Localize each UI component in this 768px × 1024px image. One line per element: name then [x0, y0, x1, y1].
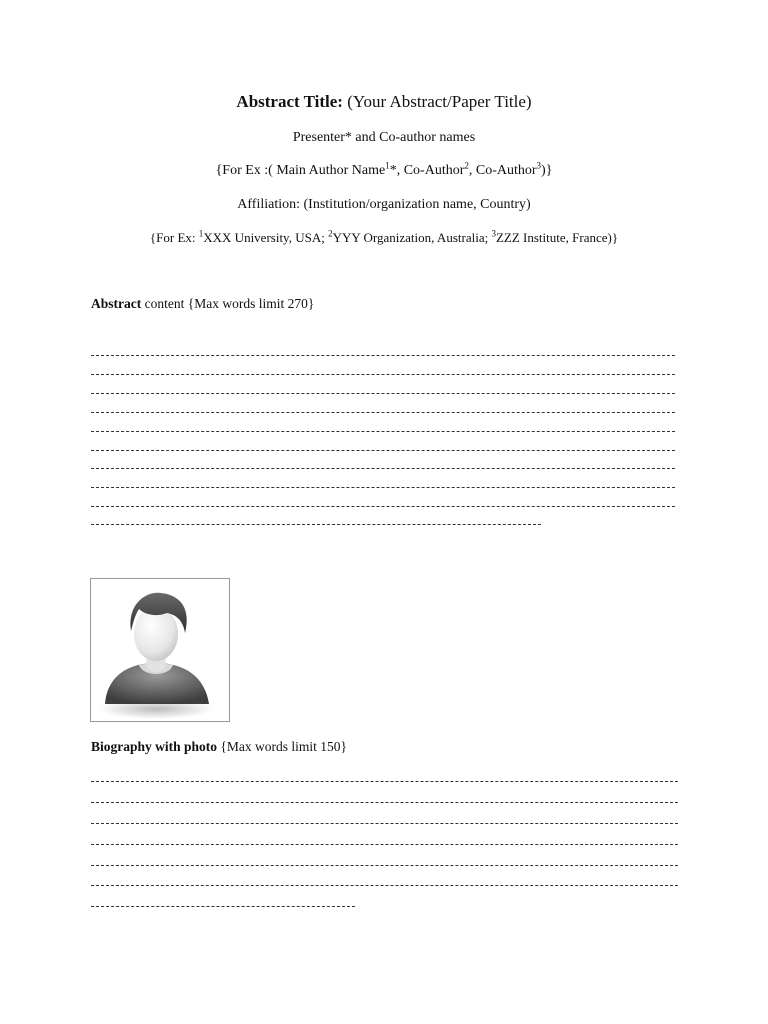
abstract-label-rest: content {Max words limit 270} — [141, 296, 315, 311]
biography-label-bold: Biography with photo — [91, 739, 218, 754]
abstract-writing-line[interactable] — [91, 431, 675, 432]
affiliation-line: Affiliation: (Institution/organization name, Country) — [237, 197, 531, 212]
affiliation-example-sup-3: 3 — [491, 228, 496, 239]
presenter-line: Presenter* and Co-author names — [292, 130, 476, 145]
biography-photo[interactable] — [90, 578, 230, 722]
affiliation-example-text-3: ZZZ Institute, France)} — [495, 230, 619, 245]
biography-label-rest: {Max words limit 150} — [217, 739, 347, 754]
biography-writing-line[interactable] — [91, 781, 678, 782]
author-example-suffix: )} — [541, 163, 553, 178]
affiliation-example-line — [0, 230, 768, 246]
affiliation-example-prefix: {For Ex: — [149, 230, 199, 245]
biography-writing-line[interactable] — [91, 802, 678, 803]
abstract-writing-line[interactable] — [91, 412, 675, 413]
abstract-writing-line[interactable] — [91, 355, 675, 356]
abstract-title-placeholder: (Your Abstract/Paper Title) — [347, 92, 532, 111]
biography-writing-line[interactable] — [91, 823, 678, 824]
affiliation-example-text-2: YYY Organization, Australia; — [332, 230, 492, 245]
abstract-title — [0, 92, 768, 112]
author-example-sup-1: 1 — [385, 160, 390, 171]
abstract-writing-line[interactable] — [91, 393, 675, 394]
abstract-writing-line[interactable] — [91, 468, 675, 469]
abstract-writing-line[interactable] — [91, 450, 675, 451]
biography-writing-line[interactable] — [91, 906, 355, 907]
affiliation-example-sup-1: 1 — [198, 228, 204, 239]
author-example-sup-3: 3 — [536, 160, 542, 171]
abstract-title-label: Abstract Title: — [236, 92, 343, 111]
abstract-content-label — [91, 296, 314, 312]
abstract-writing-line[interactable] — [91, 506, 675, 507]
biography-writing-line[interactable] — [91, 885, 678, 886]
biography-label — [91, 739, 347, 755]
abstract-label-bold: Abstract — [91, 296, 142, 311]
abstract-writing-line[interactable] — [91, 487, 675, 488]
author-example-prefix: {For Ex :( Main Author Name — [215, 163, 386, 178]
affiliation-example-sup-2: 2 — [328, 228, 333, 239]
abstract-writing-line[interactable] — [91, 374, 675, 375]
author-example-mid-2: , Co-Author — [468, 163, 537, 178]
biography-writing-line[interactable] — [91, 844, 678, 845]
author-example-mid-1: *, Co-Author — [389, 163, 465, 178]
affiliation-example-text-1: XXX University, USA; — [203, 230, 329, 245]
author-example-sup-2: 2 — [464, 160, 469, 171]
biography-writing-line[interactable] — [91, 865, 678, 866]
abstract-writing-line[interactable] — [91, 524, 541, 525]
author-example-line — [0, 160, 768, 179]
user-avatar-placeholder-icon — [91, 579, 229, 721]
